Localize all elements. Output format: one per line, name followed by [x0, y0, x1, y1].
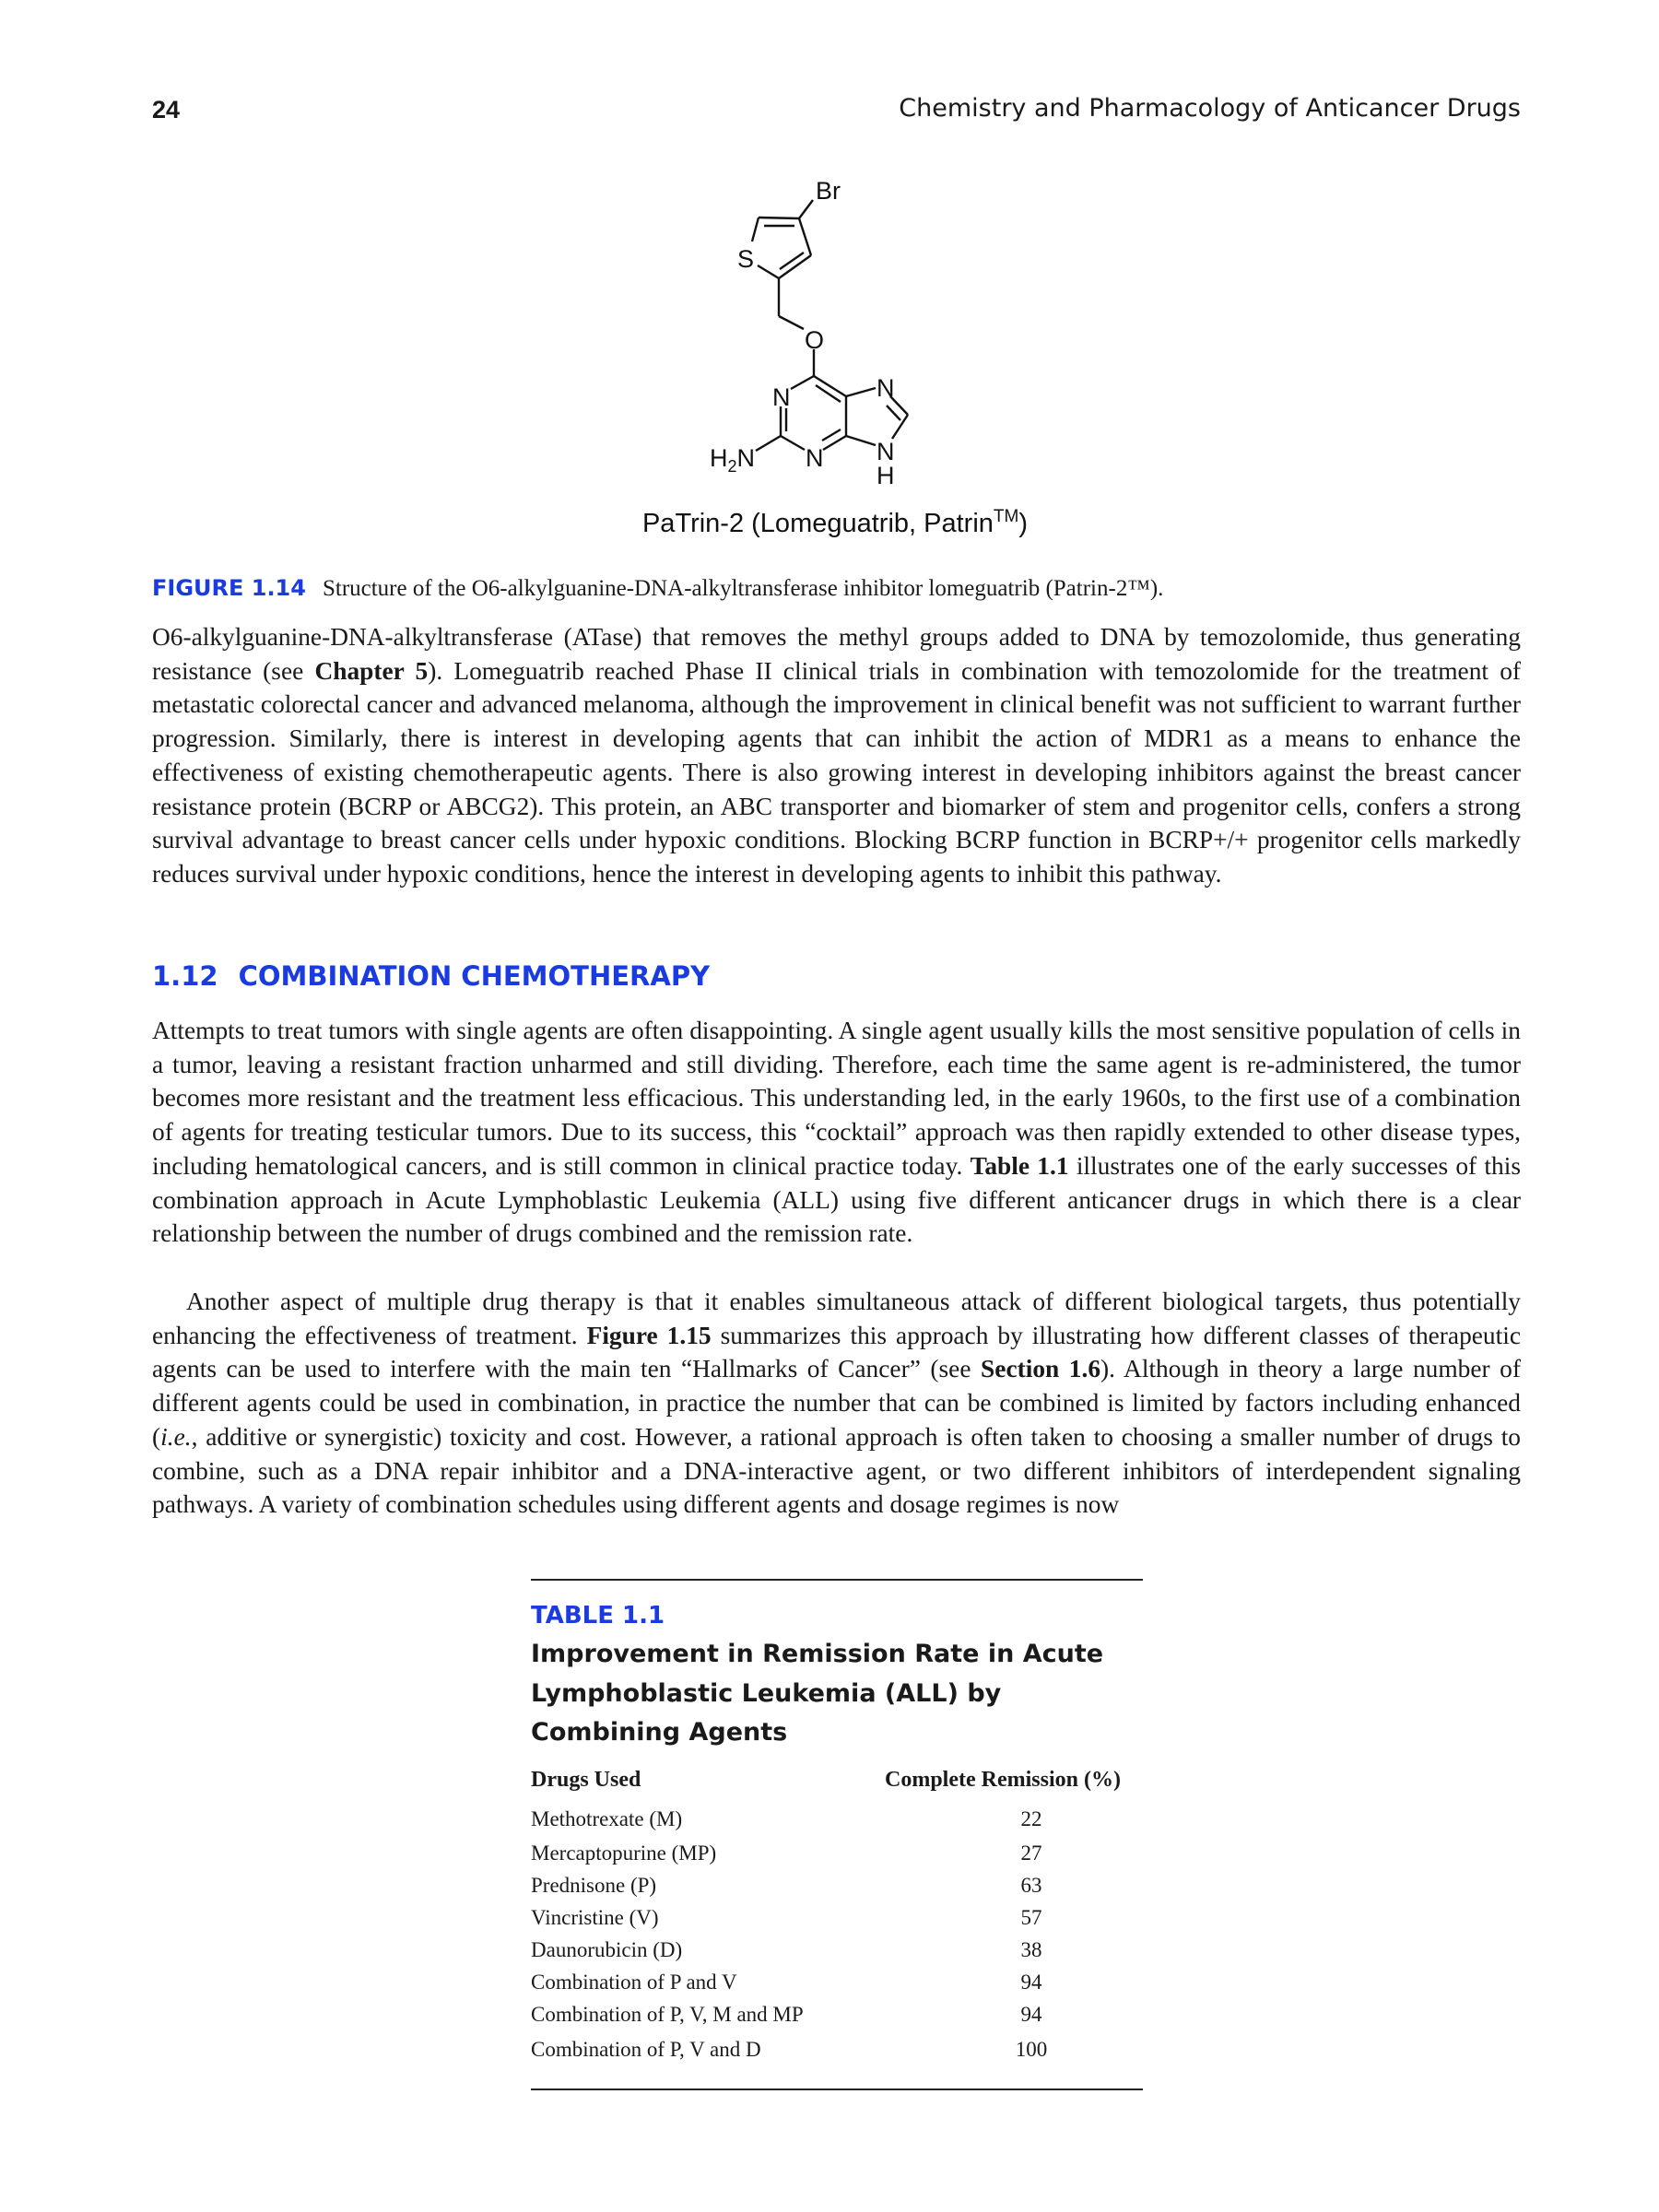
- section-1-6-ref: Section 1.6: [981, 1355, 1101, 1383]
- table-1-1-ref: Table 1.1: [970, 1151, 1069, 1180]
- table-label: TABLE 1.1: [531, 1602, 665, 1630]
- atom-n3: N: [806, 444, 824, 472]
- paragraph-multiple-drug: Another aspect of multiple drug therapy is that it enables simultaneous attack of different biological targets, thus potentially enhancing the effectiveness of treatment. Figure 1.15 summarizes this approach by illustrating how different classes of therapeutic agents can be used to interfere with the main ten “Hallmarks of Cancer” (see Section 1.6). Although in theory a large number of different agents could be used in combination, in practice the number that can be combined is limited by factors including enhanced (i.e., additive or synergistic) toxicity and cost. However, a rational approach is often taken to choosing a smaller number of drugs to combine, such as a DNA repair inhibitor and a DNA-interactive agent, or two different inhibitors of interdependent signaling pathways. A variety of combination schedules using different agents and dosage regimes is now: [152, 1288, 1522, 1519]
- section-heading: [152, 960, 710, 992]
- table-row: Daunorubicin (D) 38: [531, 1938, 1042, 1961]
- column-header-drugs: Drugs Used: [531, 1768, 641, 1792]
- atom-n9: N: [877, 438, 895, 465]
- table-row: Combination of P, V, M and MP 94: [531, 2003, 1042, 2026]
- paragraph-atase: O6-alkylguanine-DNA-alkyltransferase (ATase) that removes the methyl groups added to DNA by temozolomide, thus generating resistance (see Chapter 5). Lomeguatrib reached Phase II clinical trials in combination with temozolomide for the treatment of metastatic colorectal cancer and advanced melanoma, although the improvement in clinical benefit was not sufficient to warrant further progression. Similarly, there is interest in developing agents that can inhibit the action of MDR1 as a means to enhance the effectiveness of existing chemotherapeutic agents. There is also growing interest in developing inhibitors against the breast cancer resistance protein (BCRP or ABCG2). This protein, an ABC transporter and biomarker of stem and progenitor cells, confers a strong survival advantage to breast cancer cells under hypoxic conditions. Blocking BCRP function in BCRP+/+ progenitor cells markedly reduces survival under hypoxic conditions, hence the interest in developing agents to inhibit this pathway.: [152, 623, 1522, 888]
- atom-br: Br: [816, 177, 841, 205]
- atom-n1: N: [772, 383, 791, 411]
- atom-n7: N: [877, 374, 895, 402]
- table-title: Improvement in Remission Rate in Acute Lymphoblastic Leukemia (ALL) by Combining Agents: [531, 1640, 1104, 1747]
- table-row: Combination of P, V and D 100: [531, 2038, 1048, 2061]
- section-number: 1.12: [152, 960, 218, 992]
- section-title: COMBINATION CHEMOTHERAPY: [238, 960, 711, 992]
- table-row: Vincristine (V) 57: [531, 1906, 1042, 1929]
- table-row: Methotrexate (M) 22: [531, 1807, 1042, 1830]
- atom-h9: H: [877, 462, 895, 489]
- lomeguatrib-structure: [0, 0, 1659, 553]
- table-bottom-rule: [531, 2088, 1143, 2090]
- table-row: Prednisone (P) 63: [531, 1874, 1042, 1897]
- atom-o: O: [805, 326, 825, 354]
- figure-caption-text: Structure of the O6-alkylguanine-DNA-alkyltransferase inhibitor lomeguatrib (Patrin-2™).: [322, 576, 1164, 601]
- page-number: 24: [152, 96, 181, 124]
- column-header-remission: Complete Remission (%): [885, 1768, 1121, 1792]
- chapter-5-ref: Chapter 5: [314, 656, 429, 685]
- atom-s: S: [737, 245, 755, 273]
- figure-caption: [152, 575, 1525, 602]
- chemical-bonds: [752, 200, 908, 451]
- running-header-title: Chemistry and Pharmacology of Anticancer Drugs: [899, 94, 1521, 123]
- paragraph-combination: Attempts to treat tumors with single agents are often disappointing. A single agent usually kills the most sensitive population of cells in a tumor, leaving a resistant fraction unharmed and still dividing. Therefore, each time the same agent is re-administered, the tumor becomes more resistant and the treatment less efficacious. This understanding led, in the early 1960s, to the first use of a combination of agents for treating testicular tumors. Due to its success, this “cocktail” approach was then rapidly extended to other disease types, including hematological cancers, and is still common in clinical practice today. Table 1.1 illustrates one of the early successes of this combination approach in Acute Lymphoblastic Leukemia (ALL) using five different anticancer drugs in which there is a clear relationship between the number of drugs combined and the remission rate.: [152, 1017, 1521, 1248]
- table-top-rule: [531, 1579, 1143, 1581]
- atom-h2n: $H_2N$: [710, 444, 756, 476]
- figure-label: FIGURE 1.14: [152, 575, 306, 601]
- compound-name: PaTrin-2 (Lomeguatrib, Patrin™): [641, 507, 1029, 538]
- table-row: Mercaptopurine (MP) 27: [531, 1841, 1042, 1865]
- figure-1-15-ref: Figure 1.15: [586, 1321, 712, 1349]
- table-row: Combination of P and V 94: [531, 1971, 1042, 1994]
